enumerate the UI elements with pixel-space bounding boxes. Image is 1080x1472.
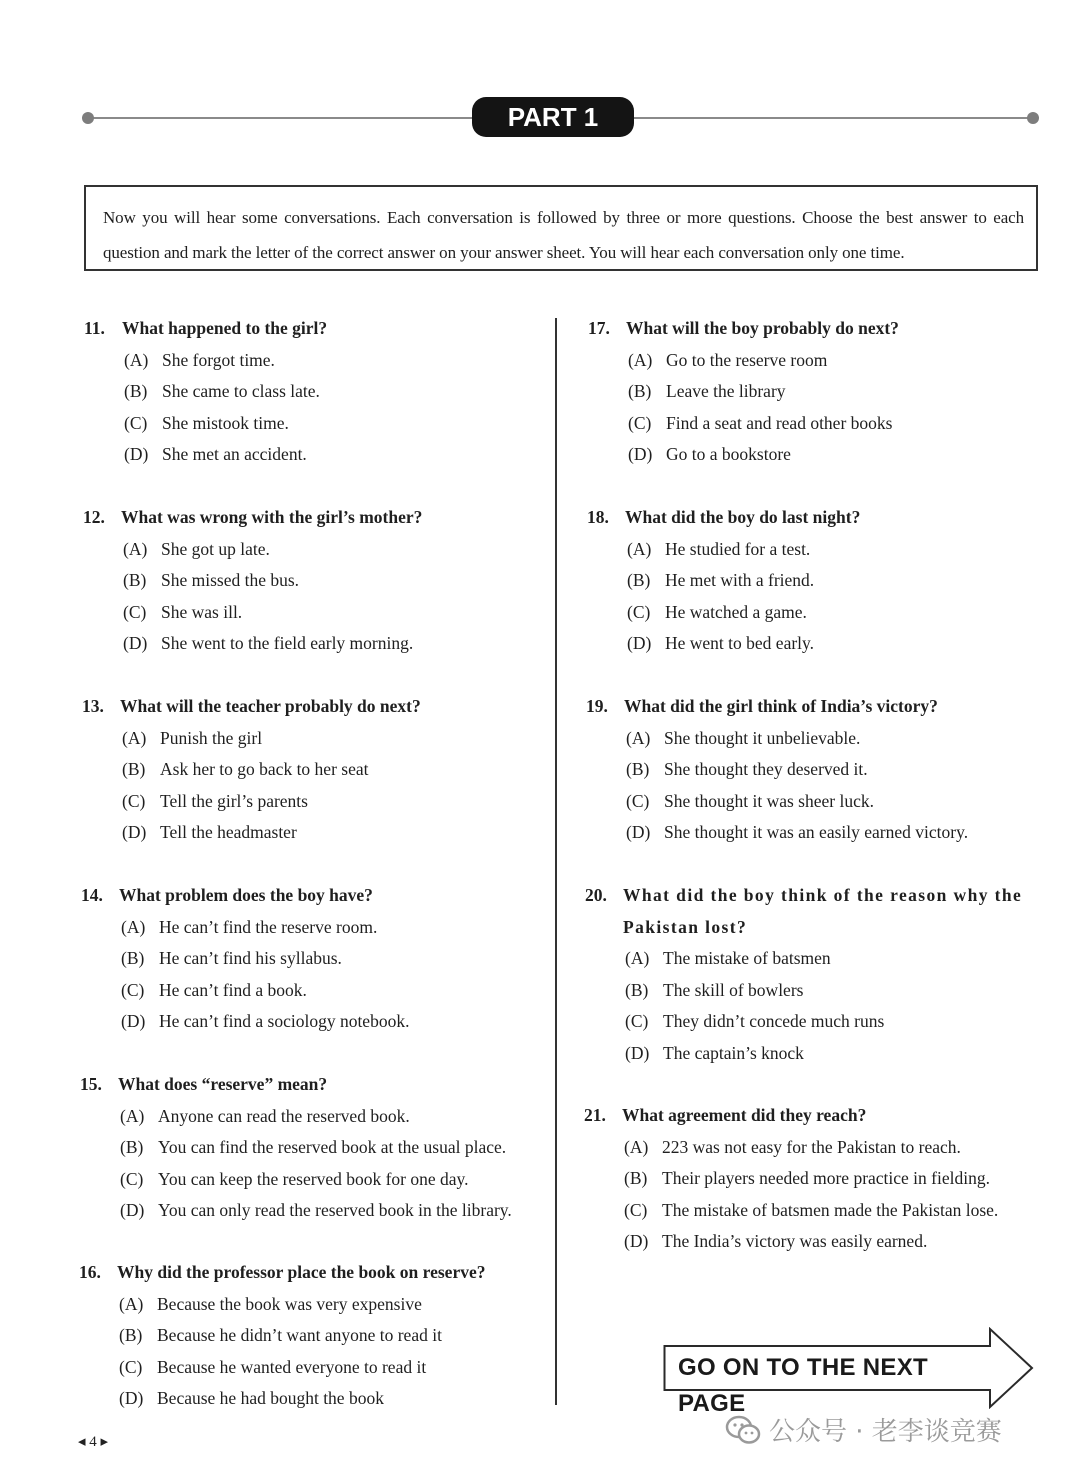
answer-option: (C) Find a seat and read other books [628,412,893,433]
answer-option: (A) Go to the reserve room [628,349,828,370]
wechat-icon [725,1415,761,1445]
question-14 [81,880,544,1038]
question-number: 20. [585,885,607,905]
answer-option: (C) Because he wanted everyone to read it [119,1356,427,1377]
answer-option: (B) She came to class late. [124,381,320,401]
rule-end-dot [1027,112,1039,124]
part-title: PART 1 [472,97,634,137]
question-number: 21. [584,1105,606,1125]
question-text: What does “reserve” mean? [118,1074,328,1094]
question-19 [586,691,1038,849]
answer-option: (C) He watched a game. [627,601,807,622]
question-text: What will the boy probably do next? [626,318,899,338]
answer-option: (A) 223 was not easy for the Pakistan to reach. [624,1136,961,1157]
question-number: 11. [84,318,105,338]
answer-option: (A) Punish the girl [122,727,263,748]
answer-option: (D) The India’s victory was easily earned. [624,1231,928,1251]
answer-option: (D) The captain’s knock [625,1042,804,1063]
answer-option: (A) The mistake of batsmen [625,948,831,968]
question-text: What did the boy do last night? [625,507,861,527]
instructions-box: Now you will hear some conversations. Each conversation is followed by three or more questions. Choose the best answer to each question and mark the letter of the correct answer on your answer sheet. You will hear each conversation only one time. [84,185,1038,271]
answer-option: (B) She missed the bus. [123,570,300,590]
watermark-text: 公众号 · 老李谈竞赛 [769,1417,1002,1447]
answer-option: (C) She mistook time. [124,412,289,433]
question-number: 12. [83,507,105,527]
question-text: What was wrong with the girl’s mother? [121,507,423,527]
answer-option: (B) The skill of bowlers [625,979,804,1000]
answer-option: (C) You can keep the reserved book for one day. [120,1168,469,1189]
question-15 [80,1069,545,1227]
question-text: What did the boy think of the reason why the Pakistan lost? [623,885,1023,937]
question-number: 13. [82,696,104,716]
answer-option: (A) He can’t find the reserve room. [121,916,378,937]
question-number: 18. [587,507,609,527]
question-number: 19. [586,696,608,716]
question-text: What happened to the girl? [122,318,328,338]
answer-option: (C) She was ill. [123,601,243,622]
question-text: What will the teacher probably do next? [120,696,421,716]
question-text: What problem does the boy have? [119,885,373,905]
answer-option: (A) She got up late. [123,538,270,559]
answer-option: (D) Go to a bookstore [628,444,791,464]
question-number: 14. [81,885,103,905]
answer-option: (C) He can’t find a book. [121,979,307,1000]
answer-option: (D) He went to bed early. [627,633,815,653]
answer-option: (D) Tell the headmaster [122,822,297,842]
question-number: 17. [588,318,610,338]
question-13 [82,691,544,849]
answer-option: (B) He can’t find his syllabus. [121,948,342,968]
answer-option: (B) Ask her to go back to her seat [122,759,369,779]
question-text: What did the girl think of India’s victory? [624,696,938,716]
rule-end-dot [82,112,94,124]
answer-option: (B) You can find the reserved book at the usual place. [120,1137,507,1157]
question-21 [584,1100,1038,1258]
question-number: 15. [80,1074,102,1094]
answer-option: (C) She thought it was sheer luck. [626,790,874,811]
answer-option: (D) He can’t find a sociology notebook. [121,1011,410,1031]
answer-option: (B) Because he didn’t want anyone to read it [119,1325,442,1345]
question-16 [79,1257,545,1415]
answer-option: (C) The mistake of batsmen made the Pakistan lose. [624,1199,999,1220]
question-text: What agreement did they reach? [622,1105,867,1125]
question-17 [588,313,1038,471]
answer-option: (A) She thought it unbelievable. [626,727,861,748]
answer-option: (B) Their players needed more practice in fielding. [624,1168,990,1188]
answer-option: (A) She forgot time. [124,349,275,370]
answer-option: (D) Because he had bought the book [119,1388,384,1408]
answer-option: (C) Tell the girl’s parents [122,790,308,811]
page-number: ◂ 4 ▸ [78,1434,109,1450]
answer-option: (B) Leave the library [628,381,786,401]
question-20 [585,880,1037,1069]
watermark [725,1411,1002,1448]
question-12 [83,502,543,660]
question-number: 16. [79,1262,101,1282]
answer-option: (D) She met an accident. [124,444,307,464]
answer-option: (D) You can only read the reserved book in the library. [120,1200,512,1220]
answer-option: (B) He met with a friend. [627,570,815,590]
question-18 [587,502,1037,660]
question-11 [84,313,544,471]
column-divider [555,318,557,1405]
answer-option: (A) Anyone can read the reserved book. [120,1105,410,1126]
answer-option: (D) She thought it was an easily earned victory. [626,822,969,842]
question-text: Why did the professor place the book on reserve? [117,1262,486,1282]
next-page-label: GO ON TO THE NEXT PAGE [678,1354,929,1417]
answer-option: (D) She went to the field early morning. [123,633,414,653]
answer-option: (A) Because the book was very expensive [119,1293,422,1314]
answer-option: (A) He studied for a test. [627,538,811,559]
answer-option: (C) They didn’t concede much runs [625,1011,885,1031]
answer-option: (B) She thought they deserved it. [626,759,868,779]
